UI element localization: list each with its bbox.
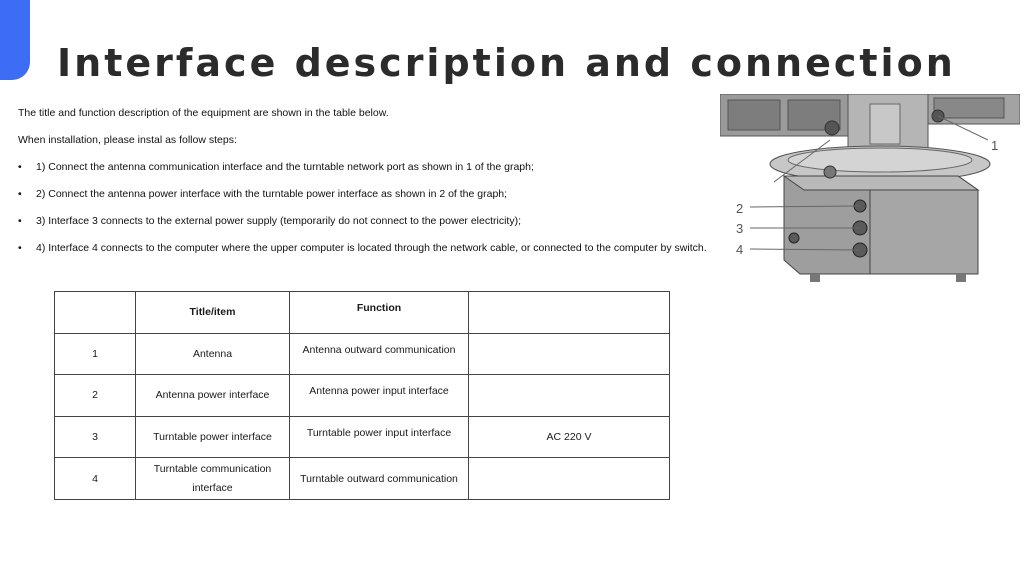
row-extra (469, 333, 670, 375)
callout-label: 2 (736, 201, 744, 216)
bullet-icon: • (18, 242, 22, 254)
row-number: 1 (55, 333, 136, 375)
step-item (18, 242, 707, 269)
header-cell (55, 292, 136, 334)
table-row (55, 375, 670, 417)
row-number: 3 (55, 416, 136, 458)
intro-line: The title and function description of the equipment are shown in the table below. (18, 107, 389, 119)
bullet-icon: • (18, 161, 22, 173)
callout-label: 4 (736, 242, 744, 257)
bullet-icon: • (18, 215, 22, 227)
row-function: Turntable power input interface (290, 416, 469, 458)
row-item: Antenna power interface (136, 375, 290, 417)
step-item (18, 215, 707, 242)
row-extra (469, 458, 670, 500)
step-text: 1) Connect the antenna communication interface and the turntable network port as shown in 1 of the graph; (36, 161, 534, 173)
callout-label: 1 (991, 138, 999, 153)
row-item: Turntable communication interface (136, 458, 290, 500)
table-row (55, 416, 670, 458)
accent-bar (0, 0, 30, 80)
step-item (18, 188, 707, 215)
device-drawing (720, 94, 1020, 284)
row-item: Turntable power interface (136, 416, 290, 458)
row-extra: AC 220 V (469, 416, 670, 458)
interface-table (54, 291, 670, 500)
row-function: Antenna power input interface (290, 375, 469, 417)
step-item (18, 161, 707, 188)
page-title: Interface description and connection (57, 41, 956, 85)
table-row (55, 333, 670, 375)
row-number: 2 (55, 375, 136, 417)
row-extra (469, 375, 670, 417)
table-header-row (55, 292, 670, 334)
step-text: 2) Connect the antenna power interface with the turntable power interface as shown in 2 of the graph; (36, 188, 508, 200)
row-function: Turntable outward communication (290, 458, 469, 500)
table-row (55, 458, 670, 500)
instructions (18, 107, 707, 269)
step-text: 3) Interface 3 connects to the external power supply (temporarily do not connect to the power electricity); (36, 215, 521, 227)
intro-line: When installation, please instal as follow steps: (18, 134, 237, 146)
row-function: Antenna outward communication (290, 333, 469, 375)
step-text: 4) Interface 4 connects to the computer where the upper computer is located through the network cable, or connected to the computer by switch. (36, 242, 707, 254)
row-item: Antenna (136, 333, 290, 375)
callout-label: 3 (736, 221, 744, 236)
row-number: 4 (55, 458, 136, 500)
turntable-device-illustration (720, 94, 1020, 284)
header-cell-function: Function (290, 292, 469, 334)
header-cell-title: Title/item (136, 292, 290, 334)
bullet-icon: • (18, 188, 22, 200)
header-cell (469, 292, 670, 334)
